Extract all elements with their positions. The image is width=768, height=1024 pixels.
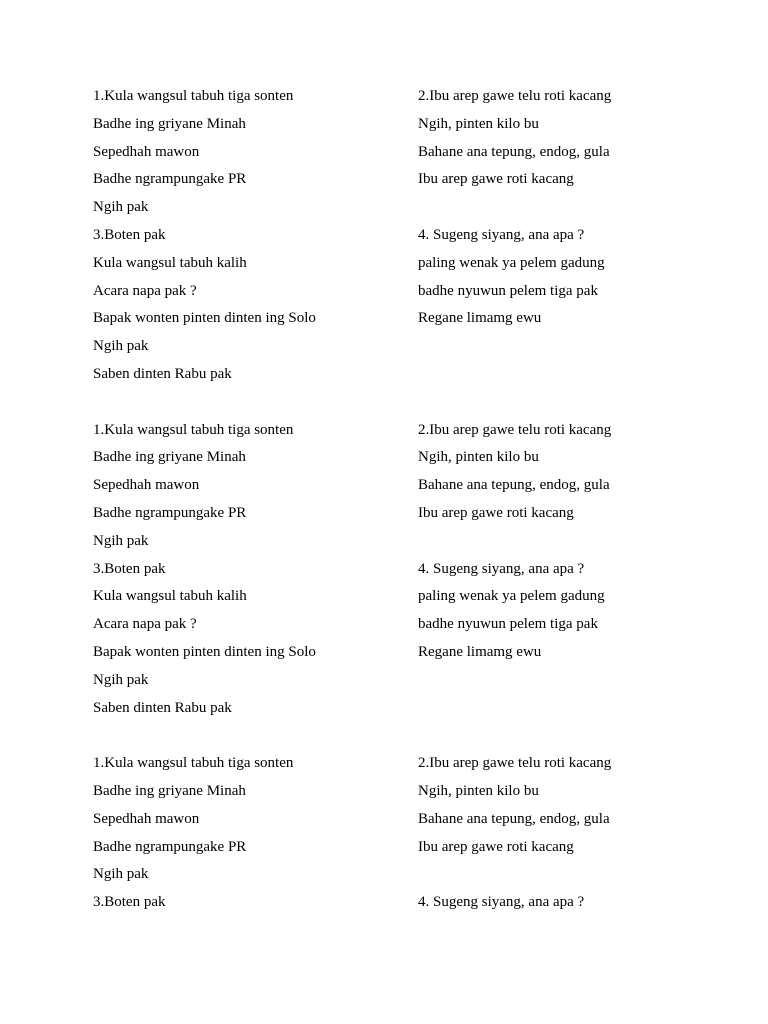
text-line: Bahane ana tepung, endog, gula	[418, 477, 610, 494]
text-line: Regane limamg ewu	[418, 310, 542, 327]
blank-line	[418, 668, 611, 696]
text-line: Acara napa pak ?	[93, 282, 197, 299]
text-line: badhe nyuwun pelem tiga pak	[418, 616, 598, 633]
blank-line	[93, 723, 316, 751]
text-line: Badhe ngrampungake PR	[93, 838, 247, 855]
text-line: paling wenak ya pelem gadung	[418, 254, 605, 271]
blank-line	[418, 862, 611, 890]
text-line: 1.Kula wangsul tabuh tiga sonten	[93, 88, 294, 104]
text-line: Bahane ana tepung, endog, gula	[418, 143, 610, 160]
blank-line	[418, 362, 611, 390]
text-line: 4. Sugeng siyang, ana apa ?	[418, 226, 585, 243]
text-line: 2.Ibu arep gawe telu roti kacang	[418, 421, 612, 438]
blank-line	[418, 334, 611, 362]
text-line: Ngih, pinten kilo bu	[418, 115, 539, 132]
text-line: Sepedhah mawon	[93, 477, 200, 494]
text-line: Ngih pak	[93, 338, 149, 355]
blank-line	[418, 195, 611, 223]
text-line: Bahane ana tepung, endog, gula	[418, 810, 610, 827]
text-line: Ngih pak	[93, 866, 149, 883]
text-line: 3.Boten pak	[93, 226, 166, 243]
text-line: Bapak wonten pinten dinten ing Solo	[93, 643, 316, 660]
text-line: Badhe ing griyane Minah	[93, 449, 246, 466]
text-line: 3.Boten pak	[93, 560, 166, 577]
text-line: badhe nyuwun pelem tiga pak	[418, 282, 598, 299]
text-line: Ngih pak	[93, 199, 149, 216]
left-column	[93, 84, 316, 918]
text-line: Badhe ing griyane Minah	[93, 115, 246, 132]
text-line: Badhe ngrampungake PR	[93, 171, 247, 188]
text-line: Kula wangsul tabuh kalih	[93, 254, 247, 271]
text-line: Ngih, pinten kilo bu	[418, 449, 539, 466]
text-line: Ibu arep gawe roti kacang	[418, 171, 574, 188]
text-line: 1.Kula wangsul tabuh tiga sonten	[93, 755, 294, 772]
text-line: Kula wangsul tabuh kalih	[93, 588, 247, 605]
text-line: Bapak wonten pinten dinten ing Solo	[93, 310, 316, 327]
text-line: 4. Sugeng siyang, ana apa ?	[418, 894, 585, 911]
text-line: Sepedhah mawon	[93, 810, 200, 827]
text-line: Regane limamg ewu	[418, 643, 542, 660]
blank-line	[418, 529, 611, 557]
text-line: 3.Boten pak	[93, 894, 166, 911]
text-line: Ngih pak	[93, 671, 149, 688]
blank-line	[418, 390, 611, 418]
text-line: Ngih pak	[93, 532, 149, 549]
text-line: Saben dinten Rabu pak	[93, 365, 232, 382]
text-line: paling wenak ya pelem gadung	[418, 588, 605, 605]
blank-line	[93, 390, 316, 418]
text-line: Sepedhah mawon	[93, 143, 200, 160]
text-line: Acara napa pak ?	[93, 616, 197, 633]
text-line: Badhe ing griyane Minah	[93, 782, 246, 799]
text-line: Ibu arep gawe roti kacang	[418, 838, 574, 855]
text-line: Saben dinten Rabu pak	[93, 699, 232, 716]
text-line: Ibu arep gawe roti kacang	[418, 504, 574, 521]
blank-line	[418, 723, 611, 751]
text-line: Badhe ngrampungake PR	[93, 504, 247, 521]
text-line: Ngih, pinten kilo bu	[418, 782, 539, 799]
right-column	[418, 84, 611, 918]
text-line: 4. Sugeng siyang, ana apa ?	[418, 560, 585, 577]
blank-line	[418, 696, 611, 724]
text-line: 2.Ibu arep gawe telu roti kacang	[418, 755, 612, 772]
text-line: 1.Kula wangsul tabuh tiga sonten	[93, 421, 294, 438]
text-line: 2.Ibu arep gawe telu roti kacang	[418, 88, 612, 104]
